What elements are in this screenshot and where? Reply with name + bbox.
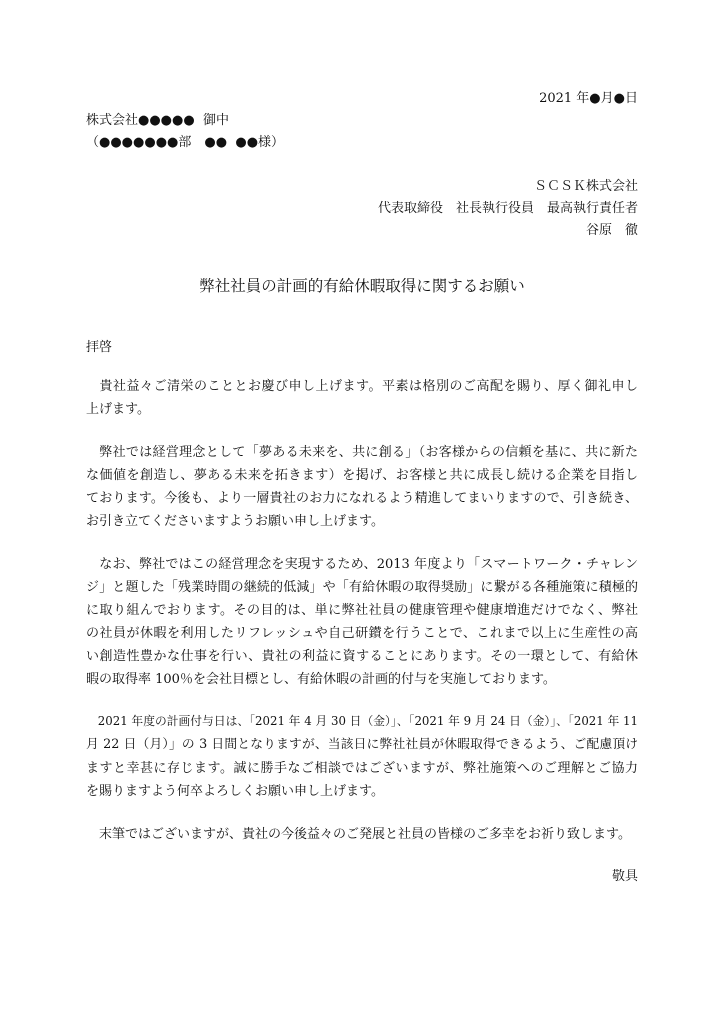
sender-name: 谷原 徹 bbox=[585, 223, 638, 238]
paragraph-1-line-2: 上げます。 bbox=[86, 402, 150, 417]
paragraph-2-line-3: ております。今後も、より一層貴社のお力になれるよう精進してまいりますので、引き続き、 bbox=[86, 491, 638, 506]
paragraph-2-line-4: お引き立てくださいますようお願い申し上げます。 bbox=[86, 514, 384, 529]
paragraph-3-line-5: い創造性豊かな仕事を行い、貴社の利益に資することにあります。その一環として、有給休 bbox=[86, 649, 638, 664]
paragraph-5-line-1: 末筆ではございますが、貴社の今後益々のご発展と社員の皆様のご多幸をお祈り致します。 bbox=[86, 827, 631, 842]
paragraph-4-line-3: ますと幸甚に存じます。誠に勝手なご相談ではございますが、弊社施策へのご理解とご協力 bbox=[86, 761, 638, 776]
recipient-person: （●●●●●●●部 ●● ●●様） bbox=[86, 135, 285, 150]
paragraph-3-line-3: に取り組んでおります。その目的は、単に弊社社員の健康管理や健康増進だけでなく、弊社 bbox=[86, 603, 638, 618]
recipient-company: 株式会社●●●●● 御中 bbox=[86, 113, 229, 128]
paragraph-3-line-2: ジ」と題した「残業時間の継続的低減」や「有給休暇の取得奨励」に繋がる各種施策に積極的 bbox=[86, 580, 638, 595]
paragraph-4-line-1: 2021 年度の計画付与日は、「2021 年 4 月 30 日（金）」、「2021 年 9 月 24 日（金）」、「2021 年 11 bbox=[86, 714, 638, 728]
paragraph-4-line-2: 月 22 日（月）」の 3 日間となりますが、当該日に弊社社員が休暇取得できるよう、ご配慮頂け bbox=[86, 737, 638, 752]
letter-date: 2021 年●月●日 bbox=[539, 91, 638, 106]
paragraph-3-line-6: 暇の取得率 100％を会社目標とし、有給休暇の計画的付与を実施しております。 bbox=[86, 672, 556, 687]
paragraph-1-line-1: 貴社益々ご清栄のこととお慶び申し上げます。平素は格別のご高配を賜り、厚く御礼申し bbox=[86, 379, 638, 394]
paragraph-2-line-2: な価値を創造し、夢ある未来を拓きます）を掲げ、お客様と共に成長し続ける企業を目指し bbox=[86, 468, 638, 483]
closing-salutation: 敬具 bbox=[611, 869, 638, 884]
sender-title: 代表取締役 社長執行役員 最高執行責任者 bbox=[377, 201, 638, 216]
paragraph-3-line-1: なお、弊社ではこの経営理念を実現するため、2013 年度より「スマートワーク・チャレン bbox=[86, 557, 638, 572]
paragraph-3-line-4: の社員が休暇を利用したリフレッシュや自己研鑚を行うことで、これまで以上に生産性の高 bbox=[86, 626, 638, 641]
sender-company: ＳＣＳＫ株式会社 bbox=[533, 179, 638, 194]
paragraph-4-line-4: を賜りますよう何卒よろしくお願い申し上げます。 bbox=[86, 784, 384, 799]
letter-title: 弊社社員の計画的有給休暇取得に関するお願い bbox=[199, 277, 525, 295]
paragraph-2-line-1: 弊社では経営理念として「夢ある未来を、共に創る」（お客様からの信頼を基に、共に新た bbox=[86, 445, 638, 460]
opening-salutation: 拝啓 bbox=[86, 340, 113, 355]
